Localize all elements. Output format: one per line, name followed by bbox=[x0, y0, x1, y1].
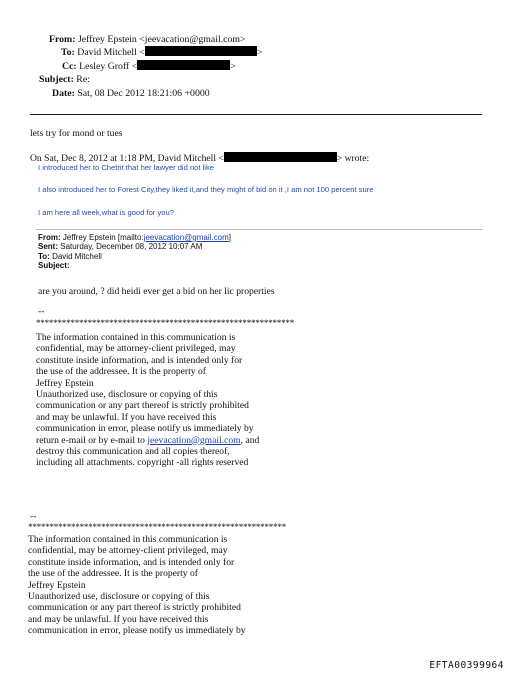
disclaimer-1-line: constitute inside information, and is intended only for bbox=[36, 354, 243, 366]
disclaimer-1-line: Unauthorized use, disclosure or copying of this bbox=[36, 389, 218, 401]
disclaimer-2-line: The information contained in this communication is bbox=[28, 534, 228, 545]
stars-separator-1: ************************************************************ bbox=[36, 318, 295, 328]
header-divider bbox=[30, 114, 482, 115]
quote-intro-text: On Sat, Dec 8, 2012 at 1:18 PM, David Mitchell < bbox=[30, 153, 224, 164]
inner-from-prefix: Jeffrey Epstein [mailto: bbox=[62, 233, 144, 242]
disclaimer-2-line: and may be unlawful. If you have received this bbox=[28, 613, 209, 625]
inner-from-suffix: ] bbox=[228, 233, 231, 242]
date-label: Date: bbox=[52, 88, 75, 99]
disclaimer-1-line: the use of the addressee. It is the property of bbox=[36, 366, 206, 378]
to-value: David Mitchell < bbox=[77, 47, 145, 58]
disclaimer-2-line: constitute inside information, and is intended only for bbox=[28, 556, 235, 568]
disclaimer-1 bbox=[36, 332, 259, 469]
cc-label: Cc: bbox=[62, 61, 77, 72]
inner-from-email-link[interactable]: jeevacation@gmail.com bbox=[143, 233, 229, 242]
disclaimer-2-line: communication in error, please notify us immediately by bbox=[28, 625, 246, 637]
disclaimer-2-line: Jeffrey Epstein bbox=[28, 579, 86, 591]
subject-label: Subject: bbox=[39, 74, 74, 85]
disclaimer-email-link[interactable]: jeevacation@gmail.com bbox=[147, 434, 241, 446]
to-suffix: > bbox=[256, 47, 263, 58]
header-date bbox=[52, 88, 210, 100]
reply-body: lets try for mond or tues bbox=[30, 128, 123, 139]
inner-subject bbox=[38, 261, 231, 270]
cc-suffix: > bbox=[230, 61, 236, 72]
redaction-bar bbox=[145, 46, 257, 56]
stars-separator-2: ************************************************************ bbox=[28, 522, 287, 532]
disclaimer-2 bbox=[28, 534, 246, 637]
inner-sent-label: Sent: bbox=[38, 242, 58, 252]
bates-number: EFTA00399964 bbox=[429, 660, 504, 671]
disclaimer-1-line: confidential, may be attorney-client privileged, may bbox=[36, 343, 236, 355]
cc-value: Lesley Groff < bbox=[79, 61, 138, 72]
disclaimer-2-line: Unauthorized use, disclosure or copying of this bbox=[28, 591, 210, 603]
disclaimer-2-line: the use of the addressee. It is the property of bbox=[28, 568, 198, 580]
disclaimer-1-line: and may be unlawful. If you have received this bbox=[36, 411, 217, 423]
header-to bbox=[61, 46, 262, 59]
disclaimer-1-email-prefix: return e-mail or by e-mail to bbox=[36, 434, 148, 446]
inner-body: are you around, ? did heidi ever get a bid on her lic properties bbox=[38, 286, 275, 297]
from-label: From: bbox=[49, 34, 76, 45]
disclaimer-1-line: communication in error, please notify us immediately by bbox=[36, 423, 254, 435]
quoted-line-1: I introduced her to Chetrit that her lawyer did not like bbox=[38, 163, 215, 172]
signature-dash-2: -- bbox=[30, 511, 37, 522]
disclaimer-1-line: The information contained in this communication is bbox=[36, 332, 236, 343]
inner-to bbox=[38, 252, 231, 261]
signature-dash-1: -- bbox=[38, 306, 45, 317]
disclaimer-2-line: communication or any part thereof is strictly prohibited bbox=[28, 602, 241, 614]
disclaimer-1-line: Jeffrey Epstein bbox=[36, 377, 94, 389]
inner-from-label: From: bbox=[38, 233, 61, 242]
redaction-bar bbox=[137, 60, 230, 70]
quote-divider bbox=[36, 229, 483, 230]
inner-to-value: David Mitchell bbox=[52, 251, 102, 261]
inner-subject-label: Subject: bbox=[38, 260, 70, 270]
disclaimer-1-line: including all attachments. copyright -all rights reserved bbox=[36, 457, 249, 469]
disclaimer-2-line: confidential, may be attorney-client privileged, may bbox=[28, 545, 228, 557]
date-value: Sat, 08 Dec 2012 18:21:06 +0000 bbox=[77, 88, 210, 99]
quoted-line-3: I am here all week,what is good for you? bbox=[38, 208, 174, 217]
disclaimer-1-line: destroy this communication and all copies thereof, bbox=[36, 446, 230, 458]
disclaimer-1-line: communication or any part thereof is strictly prohibited bbox=[36, 400, 249, 412]
to-label: To: bbox=[61, 47, 75, 58]
header-from bbox=[49, 34, 246, 46]
inner-to-label: To: bbox=[38, 251, 50, 261]
inner-from bbox=[38, 233, 231, 242]
header-cc bbox=[62, 60, 236, 73]
quoted-line-2: I also introduced her to Forest City,they liked it,and they might of bid on it ,I am not 100 percent sure bbox=[38, 185, 374, 194]
from-value: Jeffrey Epstein <jeevacation@gmail.com> bbox=[77, 34, 246, 45]
disclaimer-1-line-email bbox=[36, 435, 259, 446]
redaction-bar bbox=[224, 152, 337, 162]
header-subject bbox=[39, 74, 90, 86]
subject-value: Re: bbox=[76, 74, 90, 85]
inner-sent-value: Saturday, December 08, 2012 10:07 AM bbox=[60, 242, 203, 252]
disclaimer-1-email-suffix: , and bbox=[240, 434, 260, 446]
inner-header bbox=[38, 233, 231, 270]
inner-sent bbox=[38, 242, 231, 251]
quote-intro-suffix: > wrote: bbox=[336, 153, 370, 164]
